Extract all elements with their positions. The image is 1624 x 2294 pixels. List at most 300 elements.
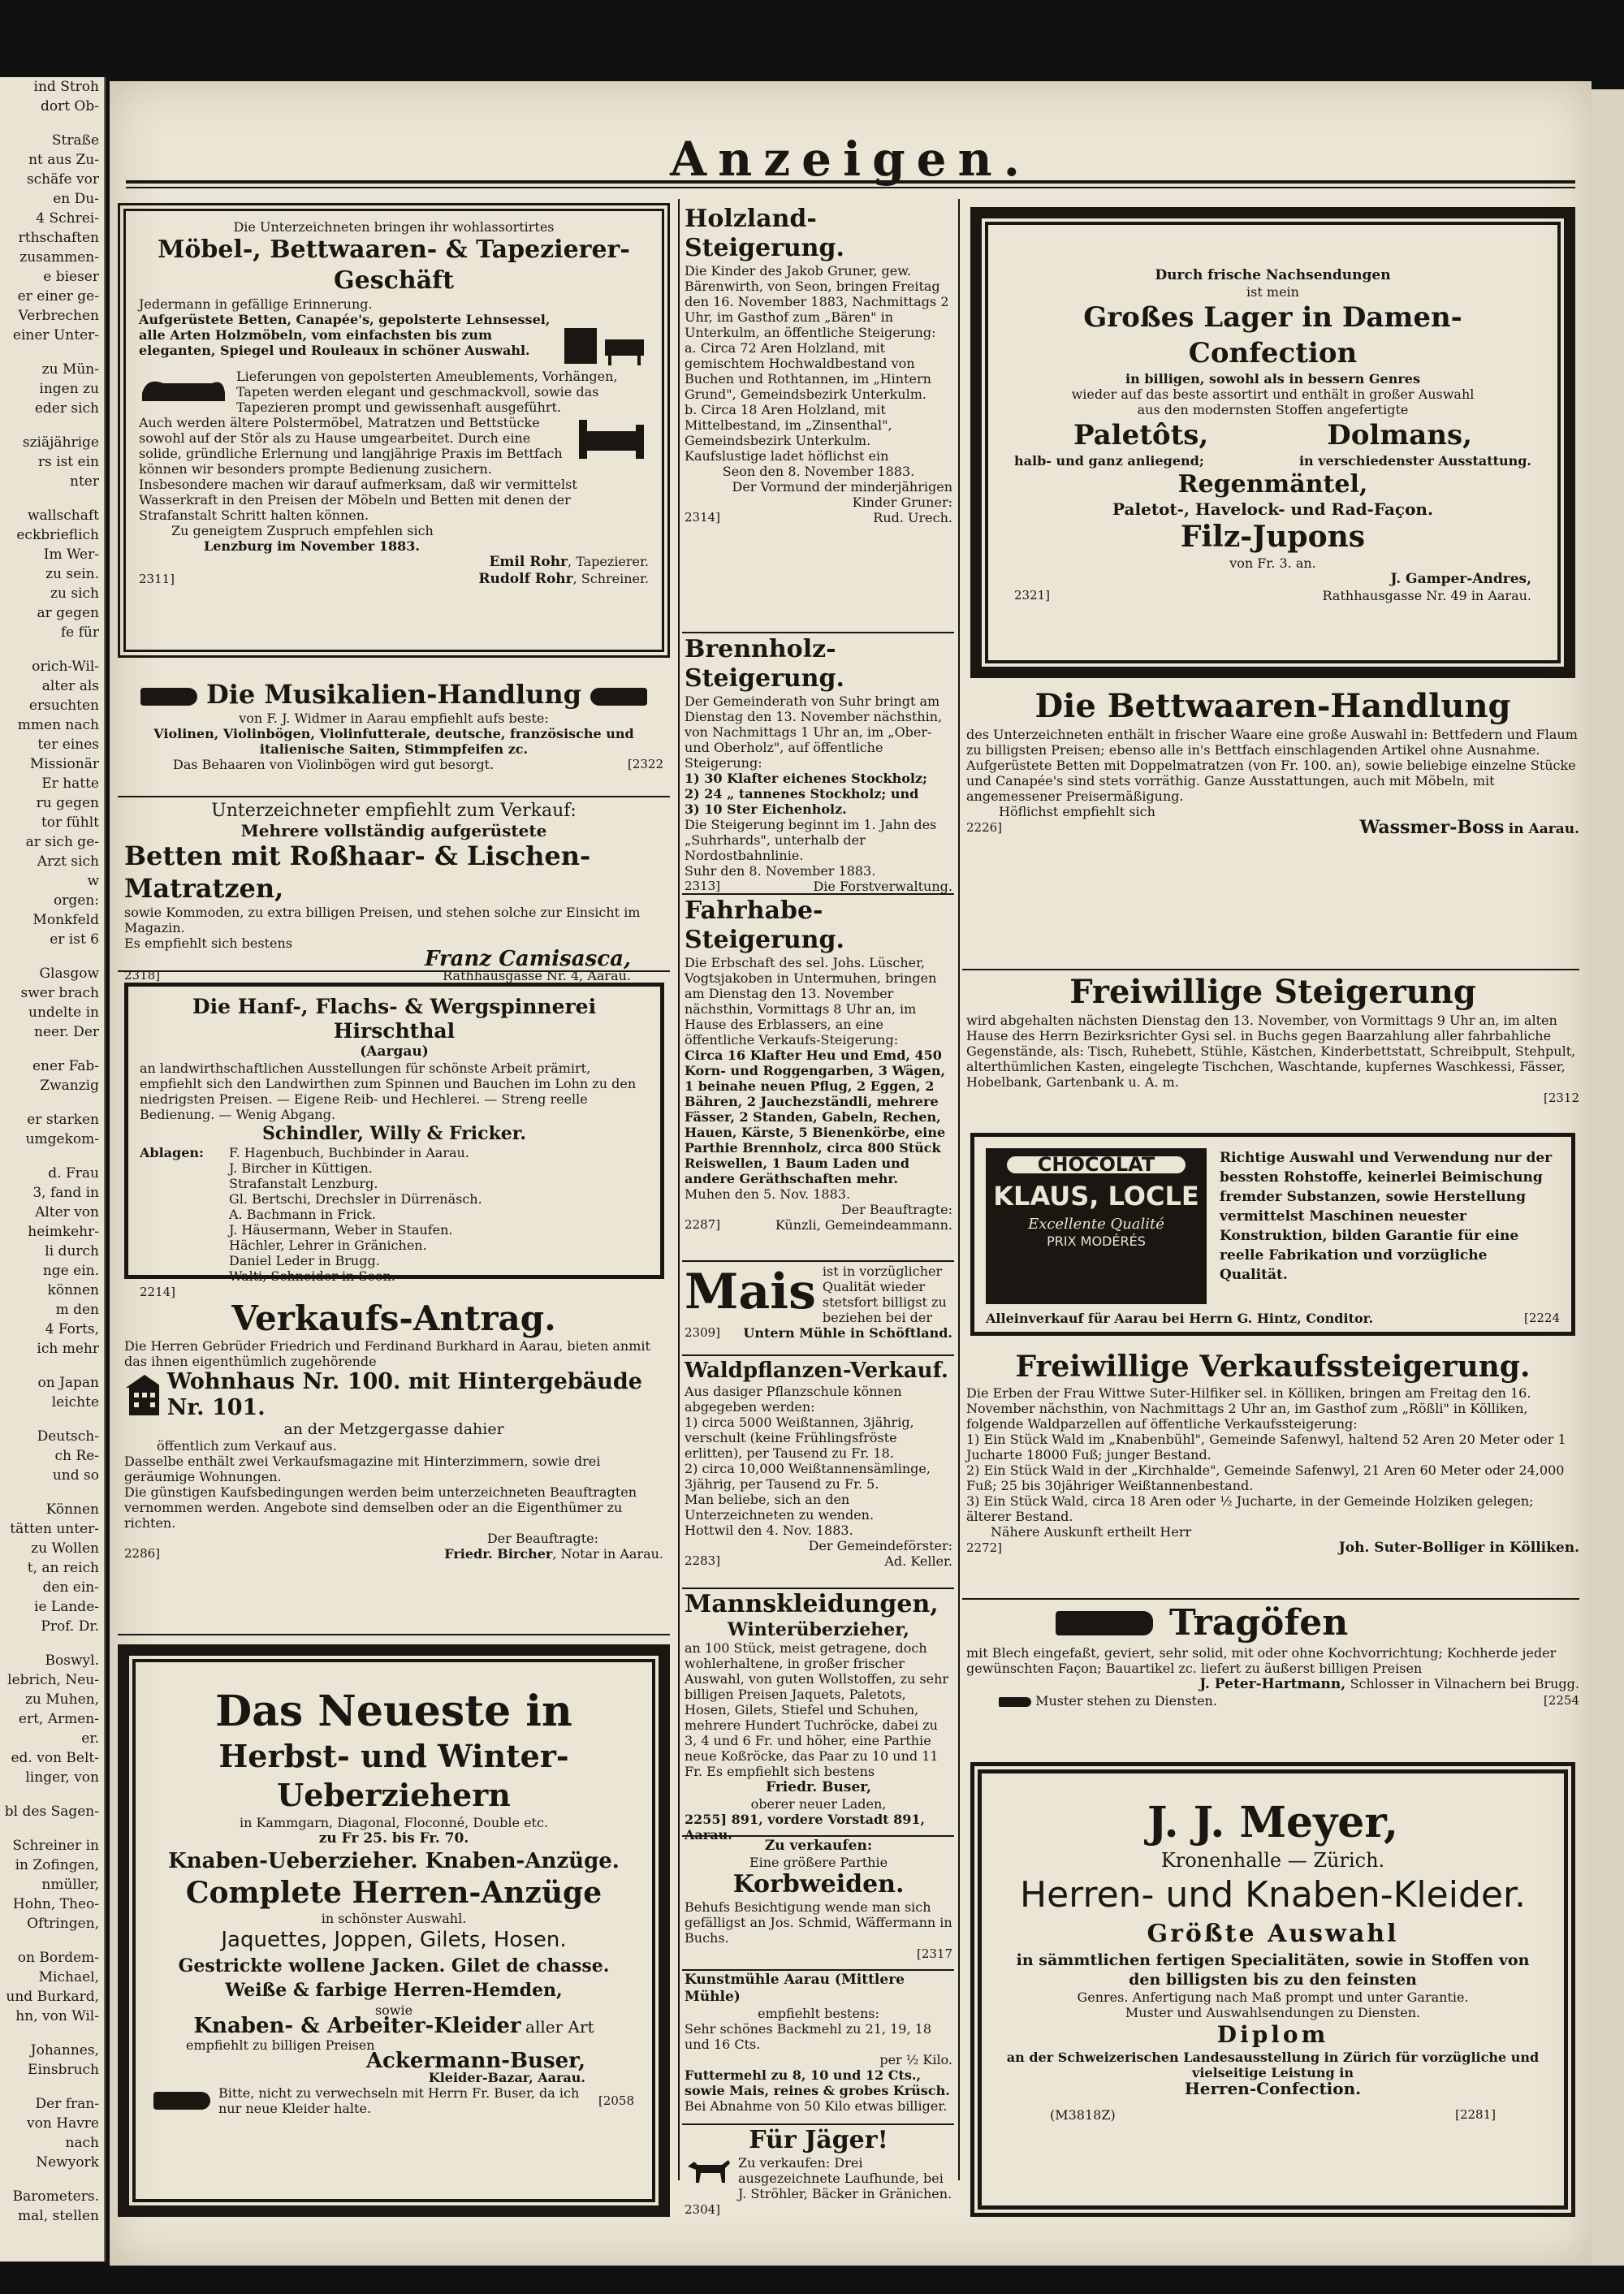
ad-burkhard-house: Wohnhaus Nr. 100. mit Hintergebäude Nr. 101. [166, 1369, 642, 1420]
ad-buser-address: oberer neuer Laden, [750, 1796, 887, 1812]
fragment-line: können [47, 1282, 99, 1298]
ad-gamper-line8: Paletot-, Havelock- und Rad-Façon. [1112, 499, 1433, 519]
fragment-line: zusammen- [19, 249, 99, 266]
fragment-line: nach [65, 2135, 99, 2151]
fragment-line: leichte [51, 1394, 99, 1411]
ad-rohr-line3: Lieferungen von gepolsterten Ameublements, Vorhängen, Tapeten werden elegant und geschmackvoll, sowie das Tapezieren prompt und gewissenhaft ausgeführt. [236, 369, 618, 415]
fragment-line: ich mehr [37, 1341, 99, 1357]
ad-rohr-trade1: , Tapezierer. [568, 554, 649, 569]
fragment-gap [0, 1412, 104, 1427]
depot-list-item: Gl. Bertschi, Drechsler in Dürrenäsch. [229, 1191, 482, 1207]
ad-waldpflanzen-item2: 2) circa 10,000 Weißtannensämlinge, 3jährig, per Tausend zu Fr. 5. [685, 1461, 931, 1492]
ad-holzland-headline: Holzland-Steigerung. [685, 205, 844, 262]
ad-burkhard-line5: Die günstigen Kaufsbedingungen werden beim unterzeichneten Beauftragten vernommen werden. Angebote sind demselben oder an die Eigenthümer zu richten. [124, 1484, 637, 1531]
ad-ackermann-line12b: aller Art [525, 2017, 594, 2037]
fragment-line: mmen nach [17, 717, 99, 733]
ad-gamper-item3: Regenmäntel, [1177, 470, 1368, 499]
ad-brennholz-headline: Brennholz-Steigerung. [685, 635, 844, 693]
fragment-line: ind Stroh [33, 79, 99, 95]
fragment-line: alter als [41, 678, 99, 694]
ad-kunstmuehle-line4: Bei Abnahme von 50 Kilo etwas billiger. [685, 2098, 948, 2114]
ad-wassmer-name: Wassmer-Boss [1359, 817, 1505, 838]
fragment-line: Johannes, [30, 2042, 99, 2059]
chocolat-brand4: PRIX MODÉRÉS [1047, 1233, 1146, 1249]
ad-kunstmuehle [685, 1972, 952, 2122]
ad-meyer-headline: Herren- und Knaben-Kleider. [1020, 1874, 1526, 1916]
ad-holzland-line1: Kaufslustige ladet höflichst ein [685, 448, 889, 464]
ad-fahrhabe-body: Die Erbschaft des sel. Johs. Lüscher, Vogtsjakoben in Untermuhen, bringen am Dienstag den 13. November nächsthin, Vormittags 8 Uhr an, im Hause des Erblassers, an eine öffentliche Verkaufs-Steigerung: [685, 955, 937, 1048]
chocolat-logo [986, 1148, 1207, 1304]
ad-holzland-ref: 2314] [685, 510, 721, 525]
ad-holzland-body: Die Kinder des Jakob Gruner, gew. Bärenwirth, von Seon, bringen Freitag den 16. November 1883, Nachmittags 2 Uhr, im Gasthof zum „Bären" in Unterkulm, an öffentliche Steigerung: [685, 263, 949, 340]
pointing-hand-icon [999, 1697, 1031, 1707]
fragment-line: m den [55, 1302, 99, 1318]
fragment-line: ie Lande- [34, 1599, 99, 1615]
fragment-line: ch Re- [54, 1448, 99, 1464]
ad-meyer-code: (M3818Z) [1050, 2107, 1116, 2123]
separator [682, 1969, 954, 1971]
ad-chocolat-ref: [2224 [1523, 1311, 1560, 1325]
ad-brennholz-place: Suhr den 8. November 1883. [685, 863, 876, 879]
ad-meyer-sub: Größte Auswahl [1147, 1920, 1399, 1948]
ad-hirschthal-firm: Schindler, Willy & Fricker. [261, 1123, 527, 1144]
fragment-line: und so [52, 1467, 99, 1484]
title-rule [126, 180, 1575, 184]
fragment-line: nter [70, 473, 99, 490]
fragment-line: nmüller, [41, 1877, 99, 1893]
ad-hirschthal-depot-list [229, 1145, 482, 1284]
ad-widmer-music [118, 678, 670, 792]
house-icon [124, 1373, 159, 1417]
fragment-line: Michael, [38, 1969, 99, 1985]
ad-holzland-name: Rud. Urech. [873, 510, 952, 525]
ad-meyer-line2: Genres. Anfertigung nach Maß prompt und unter Garantie. [1077, 1989, 1469, 2005]
ad-mais-mill: Untern Mühle in Schöftland. [743, 1325, 952, 1341]
previous-page-fragment [0, 77, 106, 2262]
fragment-line: zu sein. [45, 566, 99, 582]
fragment-line: swer brach [20, 985, 99, 1001]
ad-korbweiden-body: Behufs Besichtigung wende man sich gefälligst an Jos. Schmid, Wäffermann in Buchs. [685, 1899, 952, 1946]
fragment-gap [0, 1933, 104, 1948]
ad-tragoefen-headline: Tragöfen [1169, 1602, 1349, 1644]
fragment-line: d. Frau [48, 1165, 99, 1182]
fragment-line: heimkehr- [28, 1224, 99, 1240]
ad-ackermann-line12: Knaben- & Arbeiter-Kleider [193, 2014, 521, 2038]
ad-gamper-ref: 2321] [1014, 588, 1051, 603]
ad-rohr-line2: Aufgerüstete Betten, Canapée's, gepolsterte Lehnsessel, alle Arten Holzmöbeln, vom einfachsten bis zum eleganten, Spiegel und Rouleaux in schöner Auswahl. [139, 312, 551, 358]
fragment-line: orich-Wil- [32, 659, 99, 675]
ad-hirschthal-headline: Die Hanf-, Flachs- & Wergspinnerei Hirschthal [192, 995, 597, 1043]
fragment-line: zu Mün- [41, 361, 99, 378]
ad-gamper-line6: halb- und ganz anliegend; [1014, 453, 1204, 469]
ad-ackermann-line10: Weiße & farbige Herren-Hemden, [225, 1980, 563, 2001]
ad-rohr-line1: Jedermann in gefällige Erinnerung. [139, 296, 373, 312]
ad-tragoefen-name: J. Peter-Hartmann, [1199, 1676, 1346, 1692]
fragment-line: zu Wollen [31, 1540, 99, 1557]
fragment-line: Straße [51, 132, 99, 149]
fragment-line: Alter von [35, 1204, 99, 1220]
brennholz-item: 3) 10 Ster Eichenholz. [685, 801, 847, 817]
ad-waldpflanzen-ref: 2283] [685, 1553, 721, 1568]
ad-burkhard-trade: , Notar in Aarau. [552, 1546, 663, 1562]
ad-chocolat-klaus [970, 1133, 1575, 1336]
ad-koelliken-name: Joh. Suter-Bolliger in Kölliken. [1338, 1540, 1579, 1556]
ad-brennholz-signer: Die Forstverwaltung. [813, 879, 952, 894]
fragment-line: w [87, 873, 99, 889]
ad-burkhard-line6: Der Beauftragte: [486, 1531, 598, 1546]
ad-ackermann-address: Kleider-Bazar, Aarau. [428, 2070, 585, 2085]
ad-koelliken-body: Die Erben der Frau Wittwe Suter-Hilfiker sel. in Kölliken, bringen am Freitag den 16. November nächsthin, von Nachmittags 2 Uhr an, im Gasthof zum „Rößli" in Kölliken, folgende Waldparzellen auf öffentliche Verkaufssteigerung: [966, 1385, 1531, 1432]
ad-camisasca-headline: Betten mit Roßhaar- & Lischen-Matratzen, [124, 840, 591, 904]
separator [118, 970, 670, 972]
ad-camisasca-ref: 2318] [124, 968, 161, 983]
ad-rohr-line5: Insbesondere machen wir darauf aufmerksam, daß wir vermittelst Wasserkraft in den Preisen der Möbeln und Betten mit denen der Strafanstalt Schritt halten können. [139, 477, 577, 523]
ad-camisasca-line2: Mehrere vollständig aufgerüstete [240, 821, 547, 840]
ad-mais [685, 1264, 952, 1353]
ad-gamper-address: Rathhausgasse Nr. 49 in Aarau. [1322, 588, 1531, 603]
ad-buser-sub: Winterüberzieher, [728, 1619, 909, 1640]
fragment-gap [0, 2080, 104, 2094]
title-rule-thin [126, 187, 1575, 188]
fragment-line: 4 Schrei- [36, 210, 99, 227]
ad-holzland-line2: Der Vormund der minderjährigen Kinder Gruner: [732, 479, 952, 510]
ad-chocolat-body: Richtige Auswahl und Verwendung nur der bessten Rohstoffe, keinerlei Beimischung fremder Substanzen, sowie Herstellung vermittelst Maschinen neuester Konstruktion, bilden Garantie für eine reelle Fabrikation und vorzügliche Qualität. [1220, 1150, 1553, 1283]
ad-chocolat-line1: Alleinverkauf für Aarau bei Herrn G. Hintz, Conditor. [986, 1311, 1374, 1326]
ad-fahrhabe-headline: Fahrhabe-Steigerung. [685, 896, 844, 954]
ad-hirschthal-sub: (Aargau) [360, 1043, 429, 1060]
ad-koelliken-ref: 2272] [966, 1540, 1003, 1555]
fragment-line: li durch [45, 1243, 99, 1259]
separator [682, 632, 954, 633]
ad-koelliken-item1: 1) Ein Stück Wald im „Knabenbühl", Gemeinde Safenwyl, haltend 52 Aren 20 Meter oder 1 Jucharte 18000 Fuß; junger Bestand. [966, 1432, 1566, 1462]
ad-holzland-place: Seon den 8. November 1883. [722, 464, 915, 479]
ad-waldpflanzen-line2: Der Gemeindeförster: [808, 1538, 952, 1553]
fragment-line: 4 Forts, [45, 1321, 99, 1337]
ad-rohr-headline: Möbel-, Bettwaaren- & Tapezierer-Geschäft [158, 235, 630, 295]
ad-kunstmuehle-line2: Sehr schönes Backmehl zu 21, 19, 18 und 16 Cts. [685, 2021, 931, 2052]
fragment-line: tor fühlt [41, 814, 99, 831]
fragment-line: rthschaften [18, 230, 99, 246]
fragment-line: on Japan [37, 1375, 99, 1391]
ad-buser-headline: Mannskleidungen, [685, 1590, 939, 1618]
fragment-line: e bieser [43, 269, 99, 285]
ad-ackermann-line2: Herbst- und Winter-Ueberziehern [218, 1738, 569, 1813]
pointing-hand-icon [153, 2092, 210, 2110]
separator [682, 1835, 954, 1837]
ad-rohr-name2: Rudolf Rohr [478, 571, 573, 587]
fragment-line: lebrich, Neu- [7, 1672, 99, 1688]
ad-camisasca-line1: Unterzeichneter empfiehlt zum Verkauf: [211, 801, 577, 821]
ad-wassmer-bedding [966, 686, 1579, 966]
ad-ackermann-line9: Gestrickte wollene Jacken. Gilet de chasse. [178, 1955, 610, 1976]
fragment-gap [0, 116, 104, 131]
ad-meyer-line4: an der Schweizerischen Landesausstellung in Zürich für vorzügliche und vielseitige Leistung in [1006, 2050, 1540, 2080]
ad-camisasca-address: Rathhausgasse Nr. 4, Aarau. [443, 968, 631, 983]
separator [682, 2123, 954, 2125]
ad-kunstmuehle-headline: Kunstmühle Aarau (Mittlere Mühle) [685, 1972, 905, 2005]
fragment-line: ru gegen [36, 795, 99, 811]
fragment-line: ener Fab- [32, 1058, 99, 1074]
ad-hirschthal-spinning [124, 983, 664, 1299]
ad-widmer-line1: von F. J. Widmer in Aarau empfiehlt aufs beste: [239, 711, 549, 726]
fragment-line: Arzt sich [37, 853, 99, 870]
fragment-line: Missionär [29, 756, 99, 772]
fragment-gap [0, 1095, 104, 1110]
ad-ackermann-line7: in schönster Auswahl. [321, 1911, 467, 1926]
ad-widmer-line2: Violinen, Violinbögen, Violinfutterale, deutsche, französische und italienische Saiten, Stimmpfeifen zc. [153, 726, 634, 757]
ad-camisasca-line3: sowie Kommoden, zu extra billigen Preisen, und stehen solche zur Einsicht im Magazin. [124, 905, 641, 935]
separator [118, 1634, 670, 1635]
ad-rohr-line4: Auch werden ältere Polstermöbel, Matratzen und Bettstücke sowohl auf der Stör als zu Hause umgearbeitet. Durch eine solide, gründliche Erlernung und langjährige Praxis im Bettfach können wir besonders prompte Bedienung zusichern. [139, 415, 563, 477]
ad-holzland-item-a: a. Circa 72 Aren Holzland, mit gemischtem Hochwaldbestand von Buchen und Rothtannen, im „Hintern Grund", Gemeindsbezirk Unterkulm. [685, 340, 931, 402]
fragment-line: on Bordem- [17, 1950, 99, 1966]
ad-ackermann-line13: empfiehlt zu billigen Preisen [186, 2037, 375, 2053]
ad-buser-used-clothing [685, 1590, 952, 1843]
separator [118, 796, 670, 797]
ad-jaeger-ref: 2304] [685, 2202, 721, 2217]
ad-ackermann-line5: Knaben-Ueberzieher. Knaben-Anzüge. [168, 1849, 620, 1873]
ad-gamper-line5: aus den modernsten Stoffen angefertigte [1137, 402, 1409, 417]
ad-brennholz-items [685, 771, 952, 817]
ad-holzland-auction [685, 205, 952, 627]
fragment-line: t, an reich [27, 1560, 99, 1576]
fragment-line: Monkfeld [32, 912, 99, 928]
ad-brennholz-auction [685, 635, 952, 894]
ad-burkhard-line2: an der Metzgergasse dahier [283, 1420, 504, 1438]
ad-gamper-line1: Durch frische Nachsendungen [1155, 267, 1391, 283]
pointing-hand-icon [590, 688, 647, 706]
ad-fahrhabe-auction [685, 896, 952, 1258]
ad-buchs-body: wird abgehalten nächsten Dienstag den 13. November, von Vormittags 9 Uhr an, im alten Hause des Herrn Bezirksrichter Gysi sel. in Buchs gegen Baarzahlung aller fahrbahliche Gegenstände, als: Tisch, Ruhebett, Stühle, Kästchen, Kinderbettstatt, Schreibpult, Stehpult, alterthümlichen Kasten, eingelegte Tischchen, Waschtande, kupfernes Waschkessi, Fässer, Hobelbank, Gartenbank u. A. m. [966, 1013, 1576, 1090]
fragment-gap [0, 491, 104, 506]
fragment-line: Newyork [36, 2154, 99, 2171]
ad-camisasca-name: Franz Camisasca, [424, 947, 631, 971]
fragment-line: ter eines [37, 737, 99, 753]
depot-list-item: Daniel Leder in Brugg. [229, 1253, 380, 1268]
ad-waldpflanzen-headline: Waldpflanzen-Verkauf. [685, 1359, 948, 1383]
ad-tragoefen [966, 1601, 1579, 1756]
ad-gamper-item1: Paletôts, [1073, 419, 1209, 451]
sofa-illustration-icon [139, 369, 228, 406]
ad-wassmer-body: des Unterzeichneten enthält in frischer Waare eine große Auswahl in: Bettfedern und Flaum zu billigsten Preisen; ebenso alle in's Bettfach einschlagenden Artikel ohne Ausnahme. Aufgerüstete Betten mit Doppelmatratzen (von Fr. 100. an), sowie beliebige einzelne Stücke und Canapée's sind stets vorräthig. Ganze Ausstattungen, auch mit Möbeln, mit angemessener Preisermäßigung. [966, 727, 1578, 804]
fragment-line: eckbrieflich [16, 527, 99, 543]
ad-tragoefen-body: mit Blech eingefaßt, geviert, sehr solid, mit oder ohne Kochvorrichtung; Kochherde jeder gewünschten Façon; Bauartikel zc. liefert zu äußerst billigen Preisen [966, 1645, 1557, 1676]
ad-gamper-confection [970, 207, 1575, 678]
ad-ackermann-line3: in Kammgarn, Diagonal, Floconné, Double etc. [239, 1815, 549, 1830]
ad-rohr-furniture [118, 203, 670, 658]
fragment-line: nge ein. [42, 1263, 99, 1279]
fragment-line: er. [81, 1730, 99, 1747]
depot-list-item: Hächler, Lehrer in Gränichen. [229, 1238, 427, 1253]
dog-icon [685, 2155, 733, 2186]
ad-ackermann-line4: zu Fr 25. bis Fr. 70. [318, 1830, 469, 1847]
ad-tragoefen-trade: Schlosser in Vilnachern bei Brugg. [1350, 1676, 1579, 1691]
fragment-gap [0, 1485, 104, 1500]
fragment-gap [0, 949, 104, 964]
ad-gamper-headline: Großes Lager in Damen-Confection [1083, 301, 1462, 369]
ad-korbweiden [685, 1838, 952, 1968]
pointing-hand-icon [140, 688, 197, 706]
fragment-line: Er hatte [41, 775, 99, 792]
ad-waldpflanzen-place: Hottwil den 4. Nov. 1883. [685, 1523, 853, 1538]
ad-korbweiden-line2: Eine größere Parthie [749, 1855, 888, 1870]
ad-fahrhabe-ref: 2287] [685, 1217, 721, 1232]
depot-list-item: Walti, Schneider in Seon. [229, 1268, 395, 1284]
ad-korbweiden-line1: Zu verkaufen: [764, 1838, 873, 1854]
fragment-line: den ein- [42, 1579, 99, 1596]
ad-ackermann-line11: sowie [374, 2002, 413, 2018]
ad-mais-ref: 2309] [685, 1325, 721, 1340]
ad-rohr-trade2: , Schreiner. [572, 571, 649, 586]
fragment-gap [0, 418, 104, 433]
ad-ackermann-line8: Jaquettes, Joppen, Gilets, Hosen. [221, 1928, 567, 1952]
ad-ackermann-line6: Complete Herren-Anzüge [185, 1876, 603, 1910]
fragment-line: er ist 6 [50, 931, 99, 948]
fragment-line: Verbrechen [18, 308, 99, 324]
fragment-line: nt aus Zu- [28, 152, 99, 168]
ad-waldpflanzen-item1: 1) circa 5000 Weißtannen, 3jährig, verschult (keine Frühlingsfröste erlitten), per Tausend zu Fr. 18. [685, 1415, 914, 1461]
ad-gamper-line3: in billigen, sowohl als in bessern Genres [1125, 371, 1420, 387]
ad-waldpflanzen-line1: Man beliebe, sich an den Unterzeichneten zu wenden. [685, 1492, 875, 1523]
ad-holzland-item-b: b. Circa 18 Aren Holzland, mit Mittelbestand, im „Zinsenthal", Gemeindsbezirk Unterkulm. [685, 402, 892, 448]
fragment-gap [0, 2172, 104, 2187]
ad-koelliken-auction [966, 1348, 1579, 1596]
ad-hirschthal-label: Ablagen: [140, 1145, 204, 1160]
separator [962, 1598, 1579, 1600]
ad-meyer-line5: Herren-Confection. [1184, 2079, 1362, 2098]
fragment-line: orgen: [54, 892, 99, 909]
ad-burkhard-name: Friedr. Bircher [444, 1546, 553, 1562]
fragment-line: Zwanzig [40, 1078, 99, 1094]
ad-rohr-line6: Zu geneigtem Zuspruch empfehlen sich [171, 523, 434, 538]
chocolat-brand1: CHOCOLAT [1007, 1156, 1186, 1173]
fragment-gap [0, 1636, 104, 1651]
column-divider-1 [678, 199, 680, 2180]
fragment-line: und Burkard, [6, 1989, 99, 2005]
ad-tragoefen-ref: [2254 [1543, 1693, 1579, 1708]
ad-koelliken-headline: Freiwillige Verkaufssteigerung. [1015, 1350, 1531, 1384]
page-edge-shadow [1587, 89, 1624, 2266]
ad-buser-ref: 2255] 891, vordere Vorstadt 891, Aarau. [685, 1812, 926, 1843]
separator [962, 969, 1579, 970]
ad-mais-headline: Mais [685, 1264, 816, 1320]
separator [682, 1260, 954, 1262]
ad-buchs-ref: [2312 [1543, 1091, 1579, 1105]
fragment-line: undelte in [28, 1004, 99, 1021]
fragment-line: von Havre [27, 2115, 99, 2132]
fragment-line: ar sich ge- [25, 834, 99, 850]
ad-meyer-diplom: Diplom [1216, 2021, 1329, 2048]
ad-meyer-line3: Muster und Auswahlsendungen zu Diensten. [1125, 2005, 1421, 2020]
ad-steigerung-buchs [966, 972, 1579, 1130]
fragment-line: er starken [27, 1112, 99, 1128]
ad-gamper-item2: Dolmans, [1327, 419, 1473, 451]
ad-fahrhabe-name: Künzli, Gemeindeammann. [775, 1217, 952, 1233]
fragment-line: ed. von Belt- [11, 1750, 99, 1766]
fragment-gap [0, 1042, 104, 1056]
ad-jaeger-headline: Für Jäger! [749, 2126, 888, 2154]
fragment-line: schäfe vor [26, 171, 99, 188]
ad-buser-name: Friedr. Buser, [766, 1779, 871, 1795]
ad-wassmer-ref: 2226] [966, 820, 1003, 835]
ad-fahrhabe-list: Circa 16 Klafter Heu und Emd, 450 Korn- und Roggengarben, 3 Wägen, 1 beinahe neuen Pflug, 2 Eggen, 2 Bähren, 2 Jauchezständli, mehrere Fässer, 2 Standen, Gabeln, Rechen, Hauen, Kärste, 5 Bienenkörbe, eine Parthie Brennholz, circa 800 Stück Reiswellen, 1 Baum Laden und andere Geräthschaften mehr. [685, 1048, 946, 1186]
ad-meyer-zurich [970, 1762, 1575, 2217]
ad-rohr-place: Lenzburg im November 1883. [204, 538, 420, 554]
ad-ackermann-note: Bitte, nicht zu verwechseln mit Herrn Fr. Buser, da ich nur neue Kleider halte. [218, 2085, 580, 2116]
ad-ackermann-clothing [118, 1644, 670, 2217]
ad-meyer-name: J. J. Meyer, [1147, 1798, 1399, 1847]
ad-waldpflanzen-body: Aus dasiger Pflanzschule können abgegeben werden: [685, 1384, 902, 1415]
ad-ackermann-line1: Das Neueste in [215, 1687, 572, 1736]
fragment-line: Prof. Dr. [41, 1618, 99, 1635]
ad-fahrhabe-place: Muhen den 5. Nov. 1883. [685, 1186, 851, 1202]
separator [682, 1354, 954, 1356]
fragment-line: neer. Der [34, 1024, 99, 1040]
fragment-line: Oftringen, [27, 1916, 99, 1932]
fragment-line: Barometers. [12, 2188, 99, 2205]
fragment-line: ingen zu [39, 381, 99, 397]
fragment-line: Einsbruch [28, 2062, 99, 2078]
ad-koelliken-item3: 3) Ein Stück Wald, circa 18 Aren oder ½ Jucharte, in der Gemeinde Holziken gelegen; älterer Bestand. [966, 1493, 1534, 1524]
depot-list-item: F. Hagenbuch, Buchbinder in Aarau. [229, 1145, 469, 1160]
ad-gamper-line7: in verschiedenster Ausstattung. [1298, 453, 1531, 469]
ad-buser-body: an 100 Stück, meist getragene, doch wohlerhaltene, in großer frischer Auswahl, von guten Wollstoffen, zu sehr billigen Preisen Jaquets, Paletots, Hosen, Gilets, Stiefel und Schuhen, mehrere Hundert Tuchröcke, dabei zu 3, 4 und 6 Fr. und höher, eine Parthie neue Koßröcke, das Paar zu 10 und 11 Fr. Es empfiehlt sich bestens [685, 1640, 949, 1779]
depot-list-item: A. Bachmann in Frick. [229, 1207, 376, 1222]
fragment-line: zu Muhen, [24, 1691, 99, 1708]
fragment-line: bl des Sagen- [4, 1804, 99, 1820]
ad-rohr-intro: Die Unterzeichneten bringen ihr wohlassortirtes [233, 219, 555, 235]
fragment-line: Hohn, Theo- [12, 1896, 99, 1912]
fragment-line: linger, von [25, 1769, 99, 1786]
chocolat-brand2: KLAUS, LOCLE [993, 1181, 1199, 1212]
fragment-gap [0, 642, 104, 657]
fragment-line: wallschaft [27, 508, 99, 524]
fragment-line: einer Unter- [12, 327, 99, 343]
fragment-line: dort Ob- [40, 98, 99, 114]
ad-burkhard-line3: öffentlich zum Verkauf aus. [157, 1438, 337, 1454]
fragment-line: Im Wer- [43, 546, 99, 563]
fragment-line: Können [45, 1501, 99, 1518]
fragment-gap [0, 1787, 104, 1802]
fragment-gap [0, 345, 104, 360]
fragment-line: tätten unter- [10, 1521, 99, 1537]
fragment-line: ert, Armen- [18, 1711, 99, 1727]
ad-kunstmuehle-unit: per ½ Kilo. [879, 2052, 952, 2067]
chocolat-brand3: Excellente Qualité [1028, 1216, 1164, 1233]
ad-gamper-item4: Filz-Jupons [1180, 520, 1366, 554]
fragment-line: sziäjährige [22, 434, 99, 451]
fragment-gap [0, 2026, 104, 2041]
fragment-line: er einer ge- [17, 288, 99, 305]
ad-widmer-headline: Die Musikalien-Handlung [205, 679, 582, 710]
fragment-line: mal, stellen [18, 2208, 99, 2224]
fragment-gap [0, 1821, 104, 1836]
ad-gamper-line4: wieder auf das beste assortirt und enthält in großer Auswahl [1071, 387, 1475, 402]
fragment-line: ar gegen [37, 605, 99, 621]
column-divider-2 [958, 199, 960, 2180]
fragment-line: Boswyl. [45, 1652, 99, 1669]
ad-kunstmuehle-line3: Futtermehl zu 8, 10 und 12 Cts., sowie Mais, reines & grobes Krüsch. [685, 2067, 950, 2098]
ad-camisasca-beds [118, 800, 670, 983]
ad-waldpflanzen [685, 1358, 952, 1585]
ad-ackermann-ref: [2058 [598, 2093, 634, 2108]
ad-rohr-name1: Emil Rohr [489, 554, 568, 570]
fragment-line: 3, fand in [32, 1185, 99, 1201]
depot-list-item: Strafanstalt Lenzburg. [229, 1176, 378, 1191]
ad-ackermann-name: Ackermann-Buser, [365, 2049, 585, 2073]
fragment-line: in Zofingen, [15, 1857, 99, 1873]
fragment-line: rs ist ein [37, 454, 99, 470]
